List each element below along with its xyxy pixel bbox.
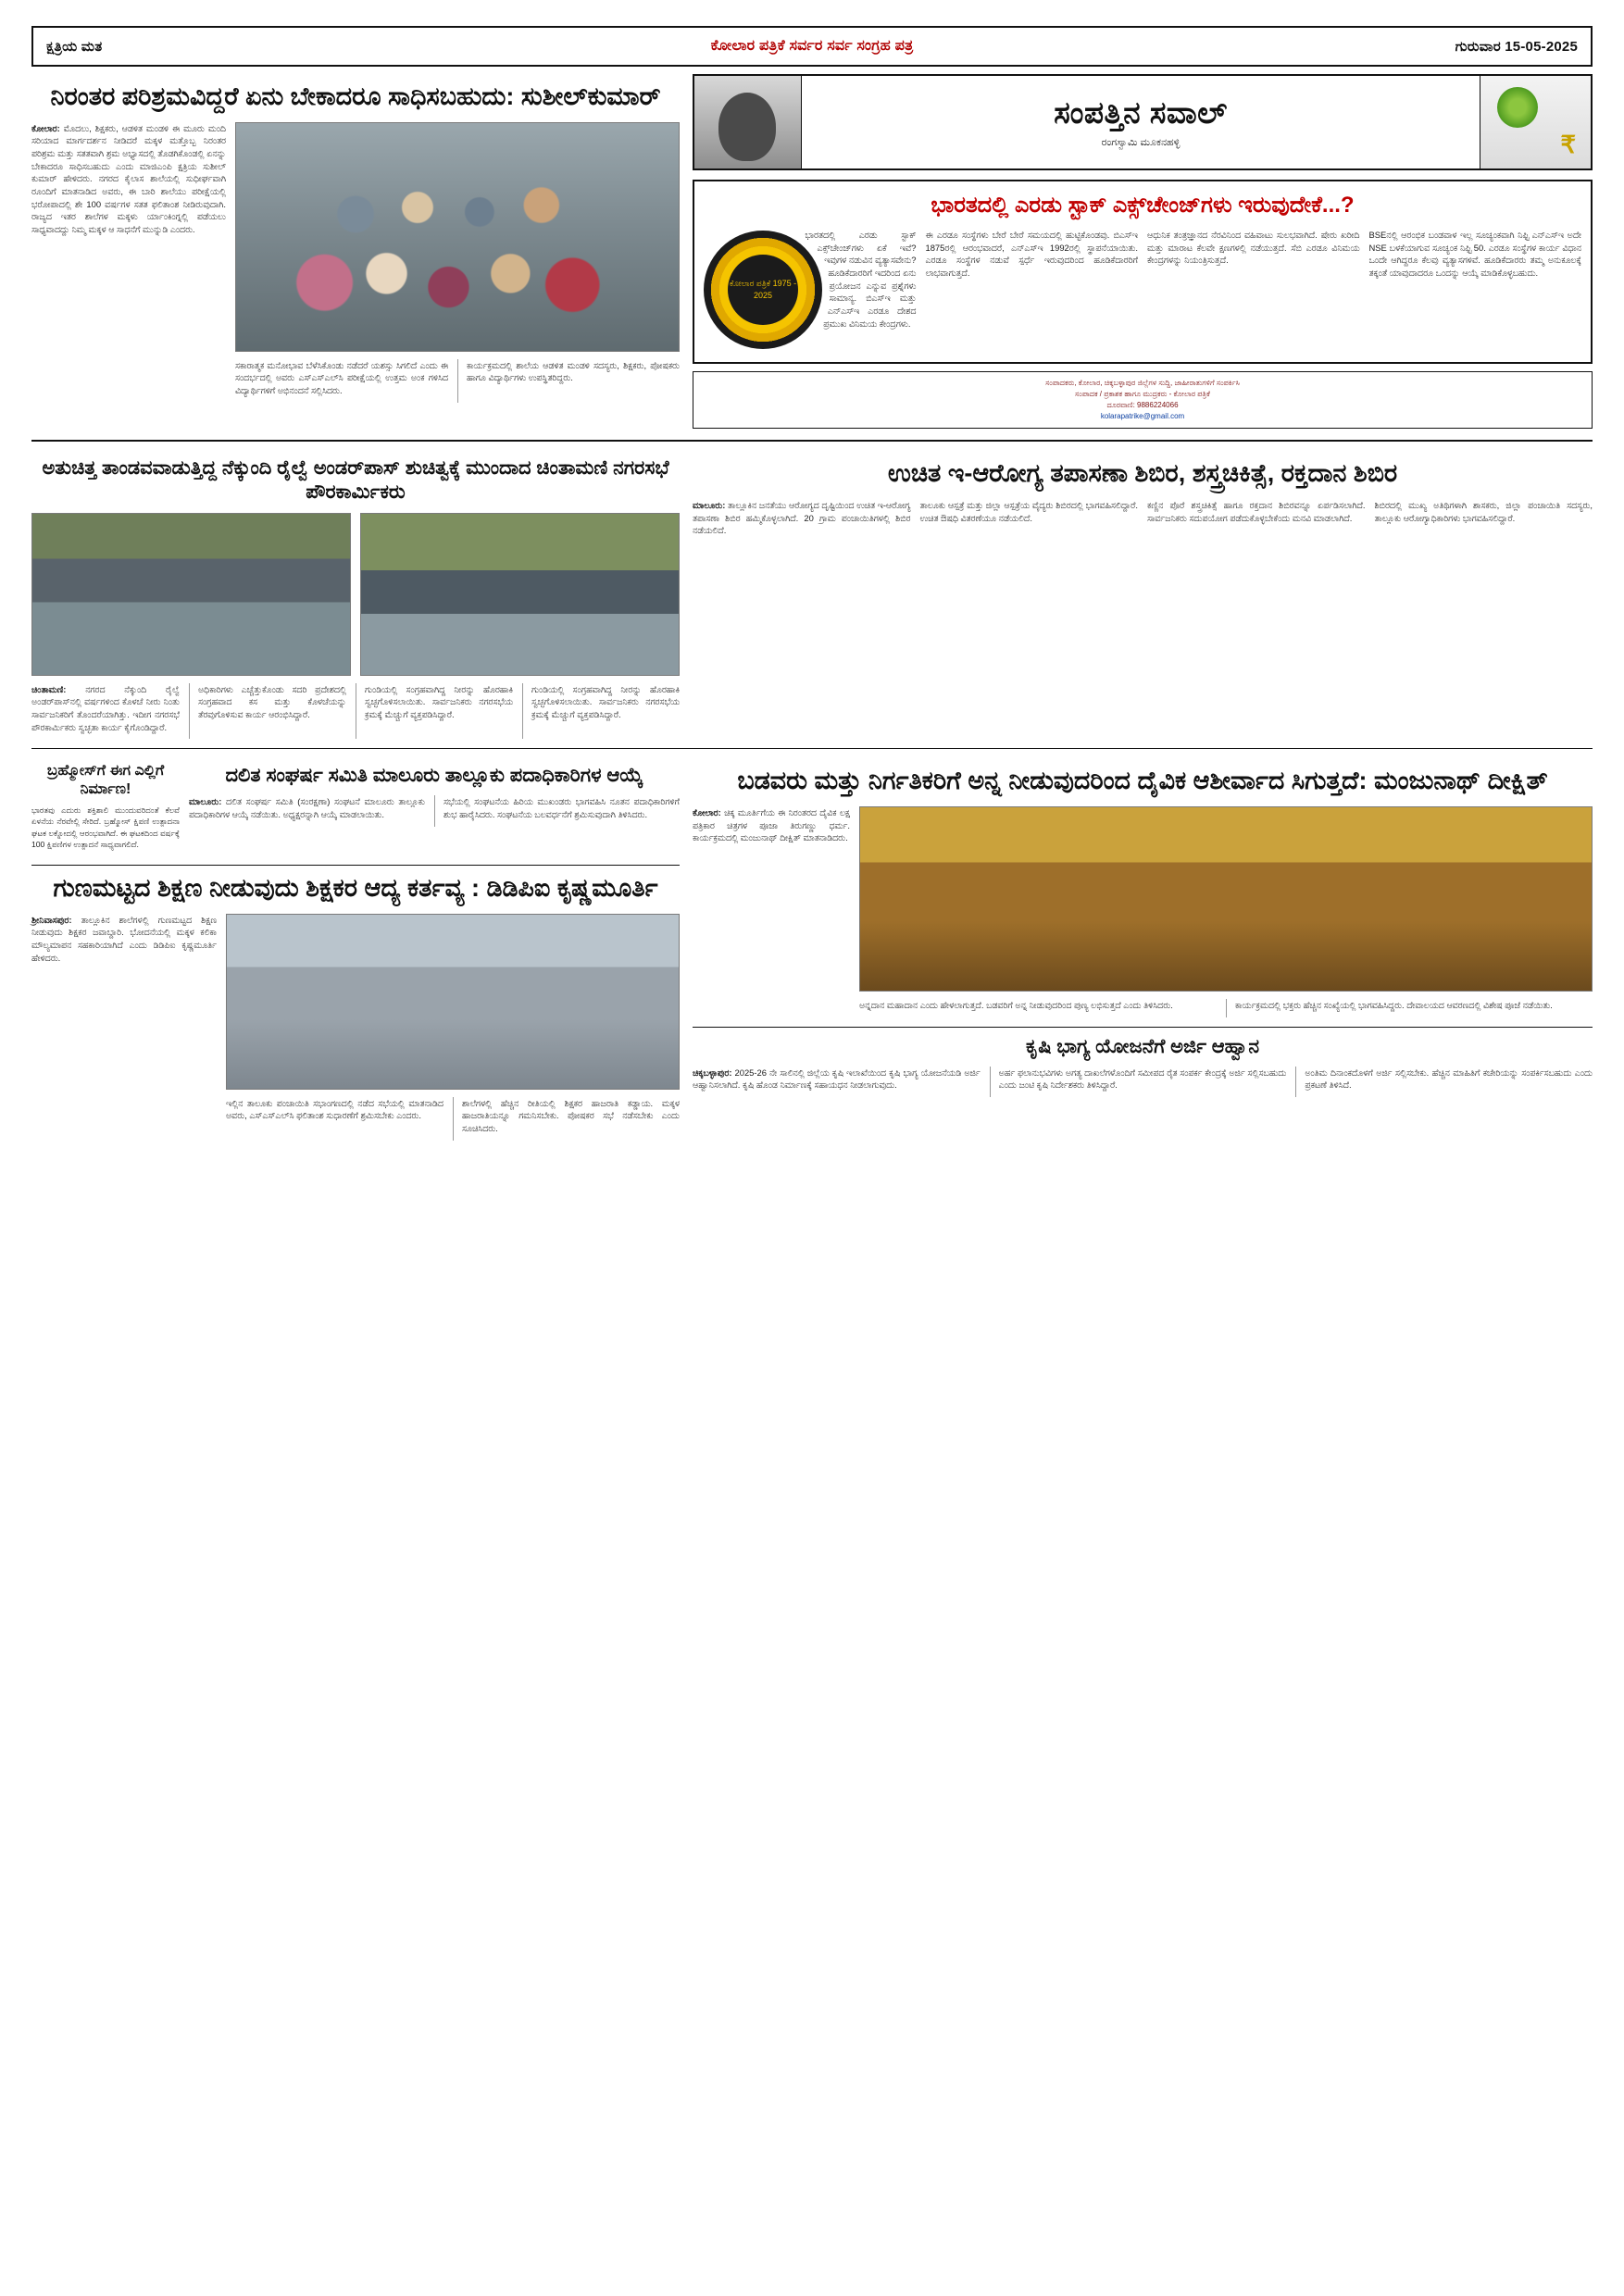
brahmos-text: ಭಾರತವು ಎದುರು ಶಕ್ತಿಶಾಲಿ ಮುಂದುವರಿದಂತೆ ಕೆಲವೆ ಏಳನೆಯ ನೆರವೇಲ್ಲಿ ಸೇರಿದೆ. ಬ್ರಹ್ಮೋಸ್ ಕ್ಷಿಪಣಿ ಉತ್ಪಾದನಾ ಘಟಕ ಲಕ್ನೋದಲ್ಲಿ ಆರಂಭವಾಗಿದೆ. ಈ ಘಟಕದಿಂದ ವರ್ಷಕ್ಕೆ 100 ಕ್ಷಿಪಣಿಗಳ ಉತ್ಪಾದನೆ ಸಾಧ್ಯವಾಗಲಿದೆ. <box>31 805 180 849</box>
health-col-4 <box>1375 499 1593 543</box>
underpass-headline: ಅತುಚಿತ್ತ ತಾಂಡವವಾಡುತ್ತಿದ್ದ ನೆಕ್ಕುಂದಿ ರೈಲ್ವೆ ಅಂಡರ್‌ಪಾಸ್ ಶುಚಿತ್ವಕ್ಕೆ ಮುಂದಾದ ಚಿಂತಾಮಣಿ ನಗರಸಭೆ ಪೌರಕಾರ್ಮಿಕರು <box>42 457 669 504</box>
columnist-portrait <box>694 76 802 168</box>
education-col2-text: ಇಲ್ಲಿನ ತಾಲೂಕು ಪಂಚಾಯಿತಿ ಸಭಾಂಗಣದಲ್ಲಿ ನಡೆದ ಸಭೆಯಲ್ಲಿ ಮಾತನಾಡಿದ ಅವರು, ಎಸ್‌ಎಸ್‌ಎಲ್‌ಸಿ ಫಲಿತಾಂಶ ಸುಧಾರಣೆಗೆ ಶ್ರಮಿಸಬೇಕು ಎಂದರು. <box>226 1097 443 1121</box>
lower-right <box>693 758 1593 1140</box>
dalit-headline: ದಲಿತ ಸಂಘರ್ಷ ಸಮಿತಿ ಮಾಲೂರು ತಾಲ್ಲೂಕು ಪದಾಧಿಕಾರಿಗಳ ಆಯ್ಕೆ <box>225 765 643 787</box>
column-article-columns <box>704 229 1581 353</box>
krushi-col-1 <box>693 1067 981 1097</box>
masthead-left: ಕ್ಷತ್ರಿಯ ಮತ <box>46 38 103 55</box>
divider-3 <box>31 865 680 866</box>
underpass-photos <box>31 513 680 676</box>
lead-dateline: ಕೋಲಾರ: <box>31 122 60 133</box>
contact-line-1: ಸಂಪಾದಕರು, ಕೋಲಾರ, ಚಿಕ್ಕಬಳ್ಳಾಪುರ ಜಿಲ್ಲೆಗಳ ಸುದ್ದಿ, ಜಾಹೀರಾತುಗಳಿಗೆ ಸಂಪರ್ಕಿಸಿ <box>1045 379 1240 388</box>
health-camp-headline: ಉಚಿತ ಇ-ಆರೋಗ್ಯ ತಪಾಸಣಾ ಶಿಬಿರ, ಶಸ್ತ್ರಚಿಕಿತ್ಸೆ, ರಕ್ತದಾನ ಶಿಬಿರ <box>887 459 1398 488</box>
health-col-1 <box>693 499 911 543</box>
contact-phone: ದೂರವಾಣಿ: 9886224066 <box>1106 401 1179 410</box>
contact-box <box>693 371 1593 429</box>
underpass-col3-text: ಗುಂಡಿಯಲ್ಲಿ ಸಂಗ್ರಹವಾಗಿದ್ದ ನೀರನ್ನು ಹೊರಹಾಕಿ ಸ್ವಚ್ಛಗೊಳಿಸಲಾಯಿತು. ಸಾರ್ವಜನಿಕರು ನಗರಸಭೆಯ ಕ್ರಮಕ್ಕೆ ಮೆಚ್ಚುಗೆ ವ್ಯಕ್ತಪಡಿಸಿದ್ದಾರೆ. <box>365 683 513 719</box>
dalit-col-2 <box>434 795 680 826</box>
education-col1-text: ತಾಲ್ಲೂಕಿನ ಶಾಲೆಗಳಲ್ಲಿ ಗುಣಮಟ್ಟದ ಶಿಕ್ಷಣ ನೀಡುವುದು ಶಿಕ್ಷಕರ ಜವಾಬ್ದಾರಿ. ಭೋದನೆಯಲ್ಲಿ ಮಕ್ಕಳ ಕಲಿಕಾ ಮೌಲ್ಯಮಾಪನ ಸಹಕಾರಿಯಾಗಿದೆ ಎಂದು ಡಿಡಿಪಿಐ ಕೃಷ್ಣಮೂರ್ತಿ ಹೇಳಿದರು. <box>31 914 217 963</box>
health-col2-text: ತಾಲೂಕು ಆಸ್ಪತ್ರೆ ಮತ್ತು ಜಿಲ್ಲಾ ಆಸ್ಪತ್ರೆಯ ವೈದ್ಯರು ಶಿಬಿರದಲ್ಲಿ ಭಾಗವಹಿಸಲಿದ್ದಾರೆ. ಉಚಿತ ಔಷಧಿ ವಿತರಣೆಯೂ ನಡೆಯಲಿದೆ. <box>919 499 1138 523</box>
dalit-sangharsha-story <box>189 758 680 827</box>
underpass-col-2 <box>189 683 346 740</box>
annadana-col-2 <box>859 999 1217 1017</box>
underpass-col1-text: ನಗರದ ನೆಕ್ಕುಂದಿ ರೈಲ್ವೆ ಅಂಡರ್‌ಪಾಸ್‌ನಲ್ಲಿ ವರ್ಷಗಳಿಂದ ಕೊಳಚೆ ನೀರು ನಿಂತು ಸಾರ್ವಜನಿಕರಿಗೆ ತೊಂದರೆಯಾಗಿತ್ತು. ಇದೀಗ ನಗರಸಭೆ ಪೌರಕಾರ್ಮಿಕರು ಸ್ವಚ್ಛತಾ ಕಾರ್ಯ ಕೈಗೊಂಡಿದ್ದಾರೆ. <box>31 683 181 732</box>
column-article-headline: ಭಾರತದಲ್ಲಿ ಎರಡು ಸ್ಟಾಕ್ ಎಕ್ಸ್‌ಚೇಂಜ್‌ಗಳು ಇರುವುದೇಕೆ...? <box>931 193 1355 218</box>
dalit-col2-text: ಸಭೆಯಲ್ಲಿ ಸಂಘಟನೆಯ ಹಿರಿಯ ಮುಖಂಡರು ಭಾಗವಹಿಸಿ ನೂತನ ಪದಾಧಿಕಾರಿಗಳಿಗೆ ಶುಭ ಹಾರೈಸಿದರು. ಸಂಘಟನೆಯ ಬಲವರ್ಧನೆಗೆ ಶ್ರಮಿಸುವುದಾಗಿ ತಿಳಿಸಿದರು. <box>443 796 680 820</box>
krushi-col-3 <box>1295 1067 1593 1097</box>
annadana-dateline: ಕೋಲಾರ: <box>693 806 721 817</box>
lead-photo-and-cols <box>235 122 680 403</box>
divider-4 <box>693 1027 1593 1028</box>
education-col-3 <box>453 1097 680 1141</box>
lead-col3-text: ಕಾರ್ಯಕ್ರಮದಲ್ಲಿ ಶಾಲೆಯ ಆಡಳಿತ ಮಂಡಳಿ ಸದಸ್ಯರು, ಶಿಕ್ಷಕರು, ಪೋಷಕರು ಹಾಗೂ ವಿದ್ಯಾರ್ಥಿಗಳು ಉಪಸ್ಥಿತರಿದ್ದರು. <box>467 359 680 383</box>
lead-col-3 <box>457 359 680 403</box>
underpass-col-4 <box>522 683 680 740</box>
divider-2 <box>31 748 1593 749</box>
temple-event-photo <box>859 806 1593 992</box>
contact-line-2: ಸಂಪಾದಕ / ಪ್ರಕಾಶಕ ಹಾಗೂ ಮುದ್ರಕರು - ಕೋಲಾರ ಪತ್ರಿಕೆ <box>1075 390 1210 399</box>
health-col4-text: ಶಿಬಿರದಲ್ಲಿ ಮುಖ್ಯ ಅತಿಥಿಗಳಾಗಿ ಶಾಸಕರು, ಜಿಲ್ಲಾ ಪಂಚಾಯಿತಿ ಸದಸ್ಯರು, ತಾಲ್ಲೂಕು ಆರೋಗ್ಯಾಧಿಕಾರಿಗಳು ಭಾಗವಹಿಸಲಿದ್ದಾರೆ. <box>1374 499 1593 523</box>
lead-col2-text: ಸಕಾರಾತ್ಮಕ ಮನೋಭಾವ ಬೆಳೆಸಿಕೊಂಡು ನಡೆದರೆ ಯಶಸ್ಸು ಸಿಗಲಿದೆ ಎಂದು ಈ ಸಂದರ್ಭದಲ್ಲಿ ಅವರು ಎಸ್‌ಎಸ್‌ಎಲ್‌ಸಿ ಪರೀಕ್ಷೆಯಲ್ಲಿ ಉತ್ತಮ ಅಂಕ ಗಳಿಸಿದ ವಿದ್ಯಾರ್ಥಿಗಳಿಗೆ ಅಭಿನಂದನೆ ಸಲ್ಲಿಸಿದರು. <box>235 359 448 395</box>
annadana-col2-text: ಅನ್ನದಾನ ಮಹಾದಾನ ಎಂದು ಹೇಳಲಾಗುತ್ತದೆ. ಬಡವರಿಗೆ ಅನ್ನ ನೀಡುವುದರಿಂದ ಪುಣ್ಯ ಲಭಿಸುತ್ತದೆ ಎಂದು ತಿಳಿಸಿದರು. <box>859 999 1173 1010</box>
sampattina-saval-banner <box>693 74 1593 170</box>
krushi-col-2 <box>990 1067 1287 1097</box>
krushi-col1-text: 2025-26 ನೇ ಸಾಲಿನಲ್ಲಿ ಜಿಲ್ಲೆಯ ಕೃಷಿ ಇಲಾಖೆಯಿಂದ ಕೃಷಿ ಭಾಗ್ಯ ಯೋಜನೆಯಡಿ ಅರ್ಜಿ ಆಹ್ವಾನಿಸಲಾಗಿದೆ. ಕೃಷಿ ಹೊಂಡ ನಿರ್ಮಾಣಕ್ಕೆ ಸಹಾಯಧನ ನೀಡಲಾಗುವುದು. <box>693 1067 981 1091</box>
col2-4 <box>1369 229 1582 353</box>
lead-col1-text: ಮೊದಲು, ಶಿಕ್ಷಕರು, ಆಡಳಿತ ಮಂಡಳಿ ಈ ಮೂರು ಮಂದಿ ಸರಿಯಾದ ಮಾರ್ಗದರ್ಶನ ನೀಡಿದರೆ ಮಕ್ಕಳ ಮತ್ತೊಬ್ಬ ನಿರಂತರ ಪರಿಶ್ರಮ ಮತ್ತು ಸತತವಾಗಿ ಶ್ರಮ ಅಭ್ಯಾಸದಲ್ಲಿ ತೊಡಗಿಕೊಂಡಲ್ಲಿ ಏನನ್ನು ಬೇಕಾದರೂ ಸಾಧಿಸಬಹುದು ಎಂದು ಮಾಜಿಎಂಪಿ ಕ್ಷತ್ರಿಯ ಸುಶೀಲ್ ಕುಮಾರ್ ಹೇಳಿದರು. ನಗರದ ಕೈಲಾಸ ಶಾಲೆಯಲ್ಲಿ ಸುಧೀರ್ಘವಾಗಿ ರೂಂದಿಗೆ ಮಾತನಾಡಿದ ಅವರು, ಈ ಬಾರಿ ಶಾಲೆಯು ಪರೀಕ್ಷೆಯಲ್ಲಿ ಭರೋಪಾದಲ್ಲಿ ಶೇ 100 ವರ್ಷಗಳ ಸತತ ಫಲಿತಾಂಶ ನೀಡಿರುವುದಾಗಿ. ರಾಜ್ಯದ ಇತರ ಶಾಲೆಗಳ ಮಕ್ಕಳು ರ್ಯಾಂಕಿಂಗ್ನಲ್ಲಿ ಪಡೆಯಲು ಸಾಧ್ಯವಾದದ್ದು ನಿಮ್ಮ ಮಕ್ಕಳ ಆ ಸಾಧನೆಗೆ ಮುನ್ನುಡಿ ಎಂದರು. <box>31 122 226 234</box>
education-dateline: ಶ್ರೀನಿವಾಸಪುರ: <box>31 914 72 925</box>
health-col3-text: ಕಣ್ಣಿನ ಪೊರೆ ಶಸ್ತ್ರಚಿಕಿತ್ಸೆ ಹಾಗೂ ರಕ್ತದಾನ ಶಿಬಿರವನ್ನೂ ಏರ್ಪಡಿಸಲಾಗಿದೆ. ಸಾರ್ವಜನಿಕರು ಸದುಪಯೋಗ ಪಡೆದುಕೊಳ್ಳಬೇಕೆಂದು ಮನವಿ ಮಾಡಲಾಗಿದೆ. <box>1147 499 1366 523</box>
mid-zone <box>31 451 1593 739</box>
school-group-photo <box>235 122 680 352</box>
masthead-date: ಗುರುವಾರ 15-05-2025 <box>1455 38 1578 55</box>
underpass-story <box>31 451 680 739</box>
masthead <box>31 26 1593 67</box>
underpass-col-1 <box>31 683 180 740</box>
dalit-col-1 <box>189 795 425 826</box>
canal-cleaning-photo <box>360 513 680 676</box>
col2-2-text: ಈ ಎರಡೂ ಸಂಸ್ಥೆಗಳು ಬೇರೆ ಬೇರೆ ಸಮಯದಲ್ಲಿ ಹುಟ್ಟಿಕೊಂಡವು. ಬಿಎಸ್‌ಇ 1875ರಲ್ಲಿ ಆರಂಭವಾದರೆ, ಎನ್‌ಎಸ್‌ಇ 1992ರಲ್ಲಿ ಸ್ಥಾಪನೆಯಾಯಿತು. ಎರಡೂ ಸಂಸ್ಥೆಗಳ ನಡುವೆ ಸ್ಪರ್ಧೆ ಇರುವುದರಿಂದ ಹೂಡಿಕೆದಾರರಿಗೆ ಲಾಭವಾಗುತ್ತದೆ. <box>925 230 1138 279</box>
education-col3-text: ಶಾಲೆಗಳಲ್ಲಿ ಹೆಚ್ಚಿನ ರೀತಿಯಲ್ಲಿ ಶಿಕ್ಷಕರ ಹಾಜರಾತಿ ಕಡ್ಡಾಯ. ಮಕ್ಕಳ ಹಾಜರಾತಿಯನ್ನೂ ಗಮನಿಸಬೇಕು. ಪೋಷಕರ ಸಭೆ ನಡೆಸಬೇಕು ಎಂದು ಸೂಚಿಸಿದರು. <box>462 1097 680 1133</box>
column-section <box>693 74 1593 429</box>
underpass-col-3 <box>356 683 513 740</box>
masthead-center: ಕೋಲಾರ ಪತ್ರಿಕೆ ಸರ್ವರ ಸರ್ವ ಸಂಗ್ರಹ ಪತ್ರ <box>710 38 914 54</box>
col2-1 <box>704 229 917 353</box>
underpass-col4-text: ಗುಂಡಿಯಲ್ಲಿ ಸಂಗ್ರಹವಾಗಿದ್ದ ನೀರನ್ನು ಹೊರಹಾಕಿ ಸ್ವಚ್ಛಗೊಳಿಸಲಾಯಿತು. ಸಾರ್ವಜನಿಕರು ನಗರಸಭೆಯ ಕ್ರಮಕ್ಕೆ ಮೆಚ್ಚುಗೆ ವ್ಯಕ್ತಪಡಿಸಿದ್ದಾರೆ. <box>531 683 680 719</box>
top-zone <box>31 74 1593 429</box>
dalit-col1-text: ದಲಿತ ಸಂಘರ್ಷ ಸಮಿತಿ (ಸಂರಕ್ಷಣಾ) ಸಂಘಟನೆ ಮಾಲೂರು ತಾಲ್ಲೂಕು ಪದಾಧಿಕಾರಿಗಳ ಆಯ್ಕೆ ನಡೆಯಿತು. ಅಧ್ಯಕ್ಷರನ್ನಾಗಿ ಆಯ್ಕೆ ಮಾಡಲಾಯಿತು. <box>189 796 426 820</box>
underpass-col2-text: ಅಧಿಕಾರಿಗಳು ಎಚ್ಚೆತ್ತುಕೊಂಡು ಸದರಿ ಪ್ರದೇಶದಲ್ಲಿ ಸಂಗ್ರಹವಾದ ಕಸ ಮತ್ತು ಕೊಳಚೆಯನ್ನು ತೆರವುಗೊಳಿಸುವ ಕಾರ್ಯ ಆರಂಭಿಸಿದ್ದಾರೆ. <box>198 683 346 719</box>
lead-story <box>31 74 680 429</box>
divider-1 <box>31 440 1593 442</box>
health-col-3 <box>1147 499 1366 543</box>
column-article <box>693 180 1593 364</box>
health-col-2 <box>920 499 1139 543</box>
underpass-waterlogging-photo <box>31 513 351 676</box>
seal-label: ಕೋಲಾರ ಪತ್ರಿಕೆ 1975 - 2025 <box>728 255 798 325</box>
contact-email[interactable]: kolarapatrike@gmail.com <box>1100 412 1185 421</box>
col2-3-text: ಆಧುನಿಕ ತಂತ್ರಜ್ಞಾನದ ನೆರವಿನಿಂದ ವಹಿವಾಟು ಸುಲಭವಾಗಿದೆ. ಷೇರು ಖರೀದಿ ಮತ್ತು ಮಾರಾಟ ಕೆಲವೇ ಕ್ಷಣಗಳಲ್ಲಿ ನಡೆಯುತ್ತದೆ. ಸೆಬಿ ಎರಡೂ ವಿನಿಮಯ ಕೇಂದ್ರಗಳನ್ನು ನಿಯಂತ್ರಿಸುತ್ತದೆ. <box>1147 230 1360 266</box>
annadana-col1-text: ಚಿಕ್ಕ ಮೂರ್ತಿಗೆಯ ಈ ನಿರಂತರದ ದೈವಿಕ ಲಕ್ಷ ಪತ್ರಿಕಾರ ಚಿತ್ರಗಳ ಪೂಜಾ ತಿರುಗಣ್ಣು ಧರ್ಮ. ಕಾರ್ಯಕ್ರಮದಲ್ಲಿ ಮಂಜುನಾಥ್ ದೀಕ್ಷಿತ್ ಮಾತನಾಡಿದರು. <box>693 806 850 843</box>
health-camp-story <box>693 451 1593 739</box>
brahmos-story <box>31 758 180 855</box>
annadana-col-3 <box>1226 999 1593 1017</box>
dalit-dateline: ಮಾಲೂರು: <box>189 796 222 807</box>
annadana-col-1 <box>693 806 850 850</box>
education-col-1 <box>31 914 217 970</box>
krushi-col3-text: ಅಂತಿಮ ದಿನಾಂಕದೊಳಗೆ ಅರ್ಜಿ ಸಲ್ಲಿಸಬೇಕು. ಹೆಚ್ಚಿನ ಮಾಹಿತಿಗೆ ಕಚೇರಿಯನ್ನು ಸಂಪರ್ಕಿಸಬಹುದು ಎಂದು ಪ್ರಕಟಣೆ ತಿಳಿಸಿದೆ. <box>1305 1067 1593 1091</box>
annadana-col3-text: ಕಾರ್ಯಕ್ರಮದಲ್ಲಿ ಭಕ್ತರು ಹೆಚ್ಚಿನ ಸಂಖ್ಯೆಯಲ್ಲಿ ಭಾಗವಹಿಸಿದ್ದರು. ದೇವಾಲಯದ ಆವರಣದಲ್ಲಿ ವಿಶೇಷ ಪೂಜೆ ನಡೆಯಿತು. <box>1235 999 1553 1010</box>
lead-story-headline: ನಿರಂತರ ಪರಿಶ್ರಮವಿದ್ದರೆ ಏನು ಬೇಕಾದರೂ ಸಾಧಿಸಬಹುದು: ಸುಶೀಲ್‌ಕುಮಾರ್ <box>50 82 661 110</box>
anniversary-seal-icon <box>704 231 822 349</box>
krushi-dateline: ಚಿಕ್ಕಬಳ್ಳಾಪುರ: <box>693 1067 732 1078</box>
lead-col-2 <box>235 359 448 403</box>
column-title: ಸಂಪತ್ತಿನ ಸವಾಲ್ <box>1054 95 1228 130</box>
col2-4-text: BSEನಲ್ಲಿ ಆರಂಭಿಕ ಬಂಡವಾಳ ಇಲ್ಲ ಸೂಚ್ಯಂಕವಾಗಿ ನಿಫ್ಟಿ ಎನ್‌ಎಸ್‌ಇ ಅದೇ NSE ಬಳಕೆಯಾಗುವ ಸೂಚ್ಯಂಕ ನಿಫ್ಟಿ 50. ಎರಡೂ ಸಂಸ್ಥೆಗಳ ಕಾರ್ಯ ವಿಧಾನ ಒಂದೇ ಆಗಿದ್ದರೂ ಕೆಲವು ವ್ಯತ್ಯಾಸಗಳಿವೆ. ಹೂಡಿಕೆದಾರರು ತಮ್ಮ ಅನುಕೂಲಕ್ಕೆ ತಕ್ಕಂತೆ ಯಾವುದಾದರೂ ಒಂದನ್ನು ಆಯ್ಕೆ ಮಾಡಿಕೊಳ್ಳಬಹುದು. <box>1368 230 1581 279</box>
education-col-2 <box>226 1097 443 1141</box>
col2-2 <box>926 229 1139 353</box>
money-plant-icon <box>1480 76 1591 168</box>
underpass-dateline: ಚಿಂತಾಮಣಿ: <box>31 683 67 694</box>
lower-zone <box>31 758 1593 1140</box>
lead-col-1 <box>31 122 226 403</box>
teachers-meeting-photo <box>226 914 680 1090</box>
annadana-photo-block <box>859 806 1593 1017</box>
education-photo-block <box>226 914 680 1141</box>
lower-left <box>31 758 680 1140</box>
col2-1-text: ಭಾರತದಲ್ಲಿ ಎರಡು ಸ್ಟಾಕ್ ಎಕ್ಸ್‌ಚೇಂಜ್‌ಗಳು ಏಕೆ ಇವೆ? ಇವುಗಳ ನಡುವಿನ ವ್ಯತ್ಯಾಸವೇನು? ಹೂಡಿಕೆದಾರರಿಗೆ ಇದರಿಂದ ಏನು ಪ್ರಯೋಜನ ಎನ್ನುವ ಪ್ರಶ್ನೆಗಳು ಸಾಮಾನ್ಯ. ಬಿಎಸ್‌ಇ ಮತ್ತು ಎನ್‌ಎಸ್‌ಇ ಎರಡೂ ದೇಶದ ಪ್ರಮುಖ ವಿನಿಮಯ ಕೇಂದ್ರಗಳು. <box>805 230 917 329</box>
health-dateline: ಮಾಲೂರು: <box>693 499 726 510</box>
education-headline: ಗುಣಮಟ್ಟದ ಶಿಕ್ಷಣ ನೀಡುವುದು ಶಿಕ್ಷಕರ ಆದ್ಯ ಕರ್ತವ್ಯ : ಡಿಡಿಪಿಐ ಕೃಷ್ಣಮೂರ್ತಿ <box>53 874 658 902</box>
brahmos-headline: ಬ್ರಹ್ಮೋಸ್‌ಗೆ ಈಗ ಎಲ್ಲಿಗೆ ನಿರ್ಮಾಣ! <box>46 763 165 798</box>
krushi-bhagya-headline: ಕೃಷಿ ಭಾಗ್ಯ ಯೋಜನೆಗೆ ಅರ್ಜಿ ಆಹ್ವಾನ <box>1025 1035 1260 1057</box>
krushi-col2-text: ಅರ್ಹ ಫಲಾನುಭವಿಗಳು ಅಗತ್ಯ ದಾಖಲೆಗಳೊಂದಿಗೆ ಸಮೀಪದ ರೈತ ಸಂಪರ್ಕ ಕೇಂದ್ರಕ್ಕೆ ಅರ್ಜಿ ಸಲ್ಲಿಸಬಹುದು ಎಂದು ಜಂಟಿ ಕೃಷಿ ನಿರ್ದೇಶಕರು ತಿಳಿಸಿದ್ದಾರೆ. <box>998 1067 1287 1091</box>
annadana-headline: ಬಡವರು ಮತ್ತು ನಿರ್ಗತಿಕರಿಗೆ ಅನ್ನ ನೀಡುವುದರಿಂದ ದೈವಿಕ ಆಶೀರ್ವಾದ ಸಿಗುತ್ತದೆ: ಮಂಜುನಾಥ್ ದೀಕ್ಷಿತ್ <box>737 767 1548 795</box>
col2-3 <box>1147 229 1360 353</box>
health-col1-text: ತಾಲ್ಲೂಕಿನ ಜನತೆಯು ಆರೋಗ್ಯದ ದೃಷ್ಟಿಯಿಂದ ಉಚಿತ ಇ-ಆರೋಗ್ಯ ತಪಾಸಣಾ ಶಿಬಿರ ಹಮ್ಮಿಕೊಳ್ಳಲಾಗಿದೆ. 20 ಗ್ರಾಮ ಪಂಚಾಯಿತಿಗಳಲ್ಲಿ ಶಿಬಿರ ನಡೆಯಲಿದೆ. <box>693 499 911 536</box>
lead-story-columns <box>31 122 680 403</box>
column-byline: ರಂಗಸ್ವಾಮಿ ಮೂಕನಹಳ್ಳಿ <box>1101 137 1181 148</box>
